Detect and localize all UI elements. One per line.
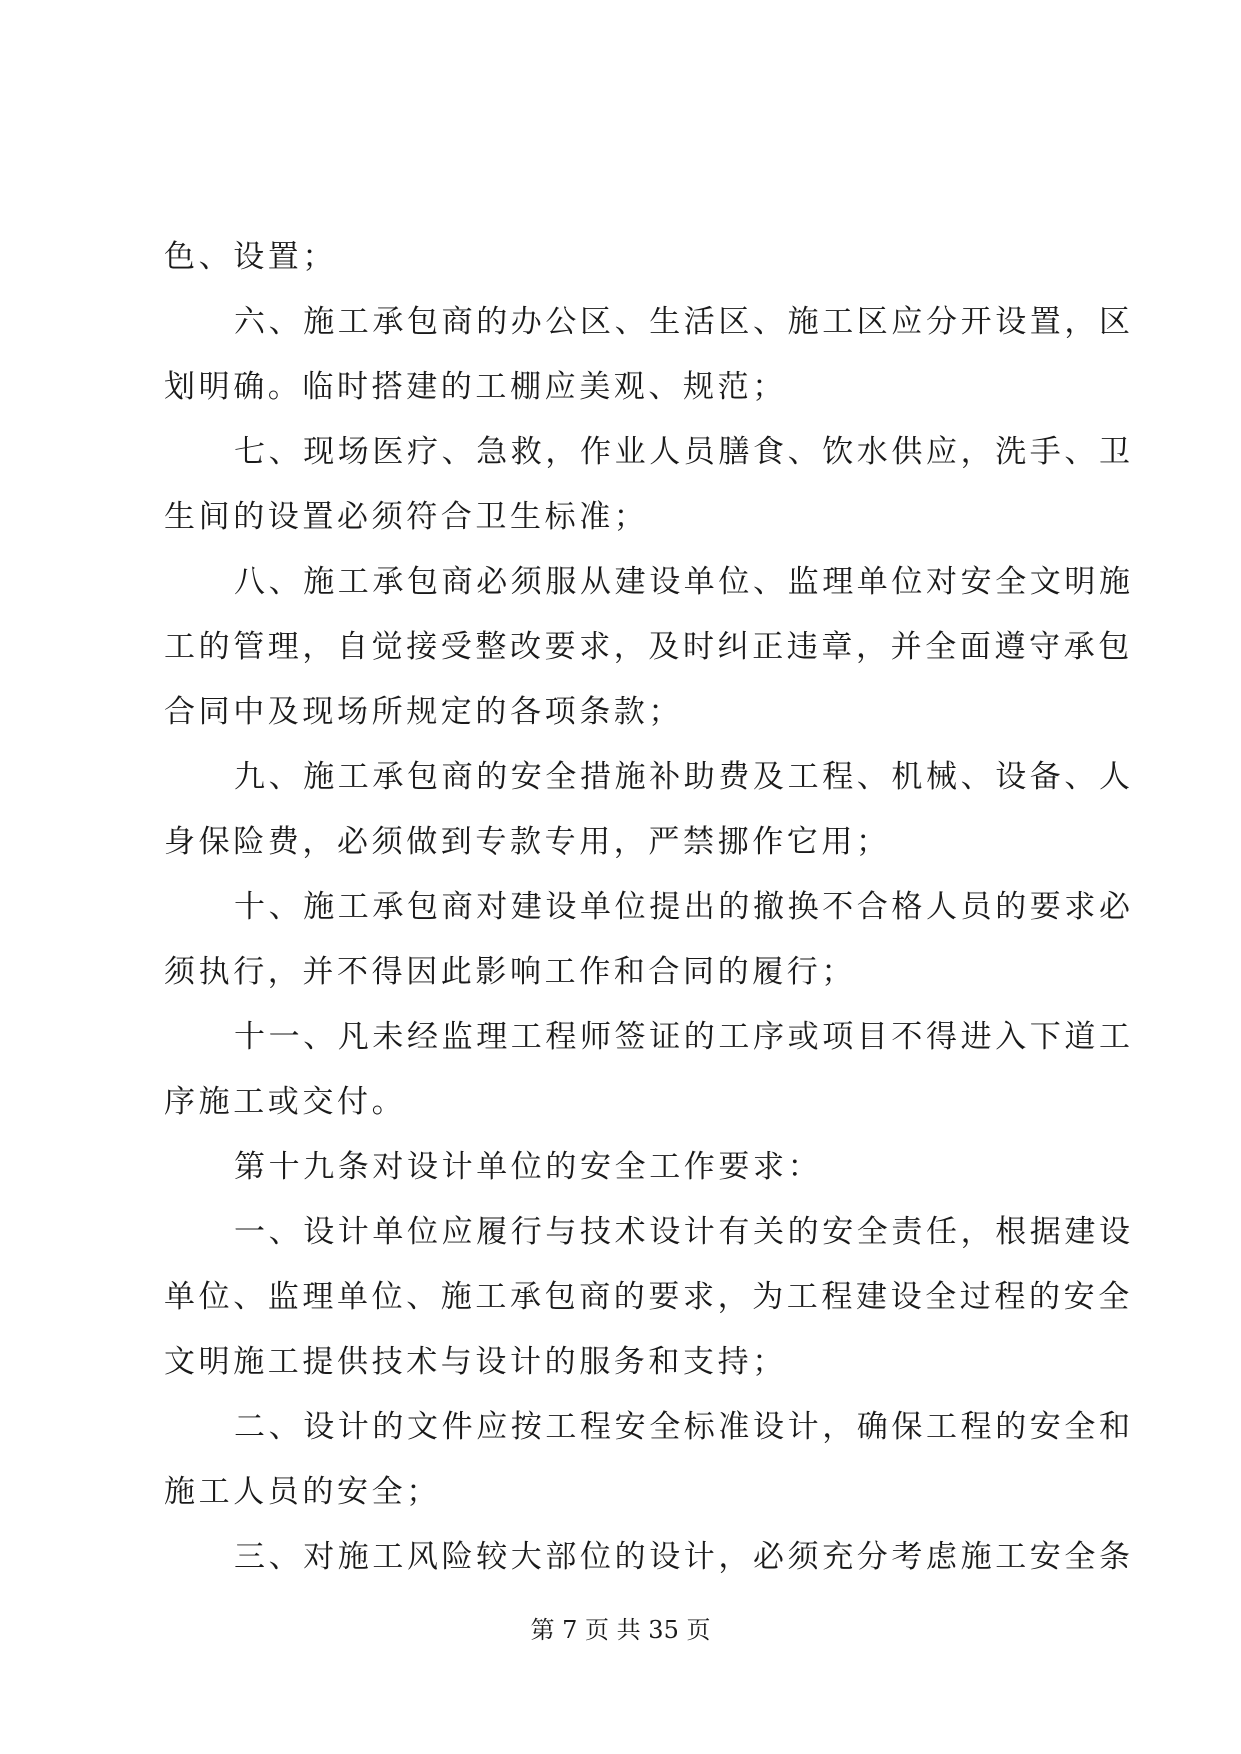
text-line: 九、施工承包商的安全措施补助费及工程、机械、设备、人 <box>234 759 1134 795</box>
text-line: 须执行，并不得因此影响工作和合同的履行； <box>164 954 856 990</box>
text-line: 划明确。临时搭建的工棚应美观、规范； <box>164 369 787 405</box>
text-line: 序施工或交付。 <box>164 1084 407 1120</box>
text-line: 一、设计单位应履行与技术设计有关的安全责任，根据建设 <box>234 1214 1134 1250</box>
text-line: 八、施工承包商必须服从建设单位、监理单位对安全文明施 <box>234 564 1134 600</box>
page-footer: 第 7 页 共 35 页 <box>530 1616 711 1644</box>
text-line: 十一、凡未经监理工程师签证的工序或项目不得进入下道工 <box>234 1019 1134 1055</box>
text-line: 二、设计的文件应按工程安全标准设计，确保工程的安全和 <box>234 1409 1134 1445</box>
text-line: 第十九条对设计单位的安全工作要求： <box>234 1149 823 1185</box>
text-line: 生间的设置必须符合卫生标准； <box>164 499 649 535</box>
text-line: 单位、监理单位、施工承包商的要求，为工程建设全过程的安全 <box>164 1279 1133 1315</box>
text-line: 合同中及现场所规定的各项条款； <box>164 694 683 730</box>
text-line: 六、施工承包商的办公区、生活区、施工区应分开设置，区 <box>234 304 1134 340</box>
text-line: 工的管理，自觉接受整改要求，及时纠正违章，并全面遵守承包 <box>164 629 1133 665</box>
text-line: 文明施工提供技术与设计的服务和支持； <box>164 1344 787 1380</box>
text-line: 施工人员的安全； <box>164 1474 441 1510</box>
text-line: 身保险费，必须做到专款专用，严禁挪作它用； <box>164 824 891 860</box>
body-text <box>164 225 1134 1590</box>
text-line: 十、施工承包商对建设单位提出的撤换不合格人员的要求必 <box>234 889 1134 925</box>
text-line: 色、设置； <box>164 239 337 275</box>
text-line: 七、现场医疗、急救，作业人员膳食、饮水供应，洗手、卫 <box>234 434 1134 470</box>
text-line: 三、对施工风险较大部位的设计，必须充分考虑施工安全条 <box>234 1539 1134 1575</box>
